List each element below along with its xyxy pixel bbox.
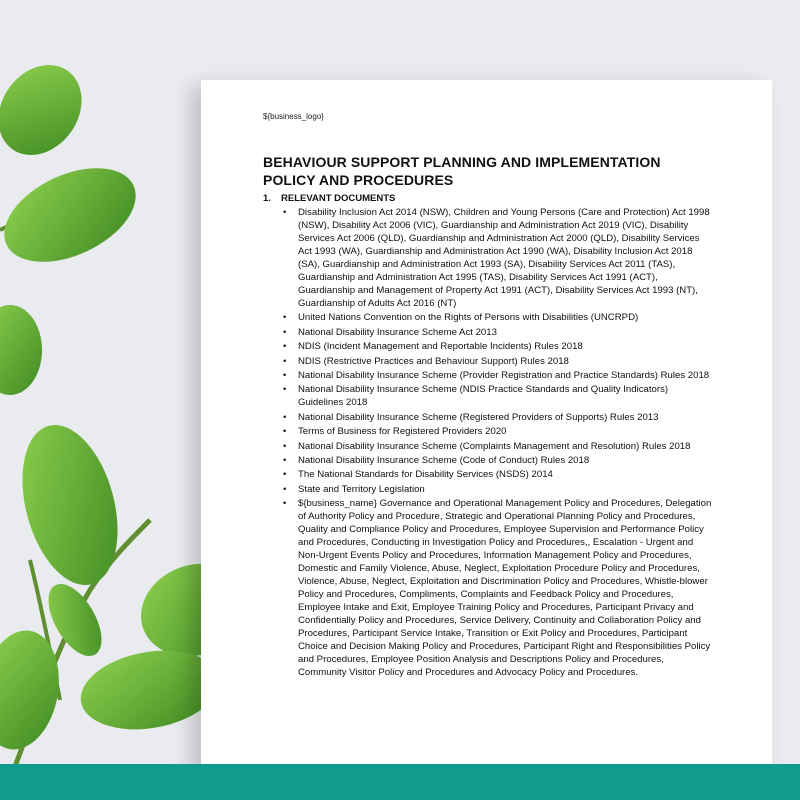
section-title: RELEVANT DOCUMENTS xyxy=(281,193,396,204)
list-item: • National Disability Insurance Scheme (Provider Registration and Practice Standards) Rules 2018 xyxy=(283,369,712,382)
document-page xyxy=(201,80,772,780)
list-item: • State and Territory Legislation xyxy=(283,483,712,496)
list-item: • Terms of Business for Registered Providers 2020 xyxy=(283,425,712,438)
list-item: • United Nations Convention on the Rights of Persons with Disabilities (UNCRPD) xyxy=(283,311,712,324)
relevant-documents-list xyxy=(263,206,712,679)
business-logo-placeholder: ${business_logo} xyxy=(263,112,324,121)
list-item: • National Disability Insurance Scheme (Code of Conduct) Rules 2018 xyxy=(283,454,712,467)
document-title: BEHAVIOUR SUPPORT PLANNING AND IMPLEMENTATION POLICY AND PROCEDURES xyxy=(263,154,661,188)
list-item: • National Disability Insurance Scheme (NDIS Practice Standards and Quality Indicators) Guidelines 2018 xyxy=(283,383,712,409)
footer-accent-bar xyxy=(0,764,800,800)
list-item: • The National Standards for Disability Services (NSDS) 2014 xyxy=(283,468,712,481)
list-item: • National Disability Insurance Scheme (Complaints Management and Resolution) Rules 2018 xyxy=(283,440,712,453)
section-heading xyxy=(263,193,712,204)
list-item: • Disability Inclusion Act 2014 (NSW), Children and Young Persons (Care and Protection) Act 1998 (NSW), Disability Act 2006 (VIC), Guardianship and Administration Act 2019 (VIC), Disability Services Act 2006 (QLD), Guardianship and Administration Act 2000 (QLD), Disability Services Act 1993 (WA), Guardianship and Administration Act 1990 (WA), Disability Inclusion Act 2018 (SA), Guardianship and Administration Act 1993 (SA), Disability Services Act 2011 (TAS), Guardianship and Administration Act 1995 (TAS), Disability Services Act 1991 (ACT), Guardianship and Management of Property Act 1991 (ACT), Disability Services Act 1993 (NT), Guardianship of Adults Act 2016 (NT) xyxy=(283,206,712,310)
list-item: • NDIS (Incident Management and Reportable Incidents) Rules 2018 xyxy=(283,340,712,353)
section-number: 1. xyxy=(263,193,271,204)
list-item: • National Disability Insurance Scheme Act 2013 xyxy=(283,326,712,339)
list-item: • NDIS (Restrictive Practices and Behaviour Support) Rules 2018 xyxy=(283,355,712,368)
list-item: • National Disability Insurance Scheme (Registered Providers of Supports) Rules 2013 xyxy=(283,411,712,424)
list-item: • ${business_name} Governance and Operational Management Policy and Procedures, Delegation of Authority Policy and Procedure, Strategic and Operational Planning Policy and Procedures, Quality and Compliance Policy and Procedures, Employee Supervision and Performance Policy and Procedures, Conducting in Investigation Policy and Procedures,, Escalation - Urgent and Non-Urgent Events Policy and Procedures, Information Management Policy and Procedures, Domestic and Family Violence, Abuse, Neglect, Exploitation Procedure Policy and Procedures, Violence, Abuse, Neglect, Exploitation and Discrimination Policy and Procedures, Whistle-blower Policy and Procedures, Compliments, Complaints and Feedback Policy and Procedures, Employee Intake and Exit, Employee Training Policy and Procedures, Participant Privacy and Confidentially Policy and Procedures, Service Delivery, Continuity and Collaboration Policy and Procedures, Participant Service Intake, Transition or Exit Policy and Procedures, Participant Choice and Decision Making Policy and Procedures, Participant Right and Responsibilities Policy and Procedures, Employee Position Analysis and Descriptions Policy and Procedures, Community Visitor Policy and Procedures and Advocacy Policy and Procedures. xyxy=(283,497,712,679)
